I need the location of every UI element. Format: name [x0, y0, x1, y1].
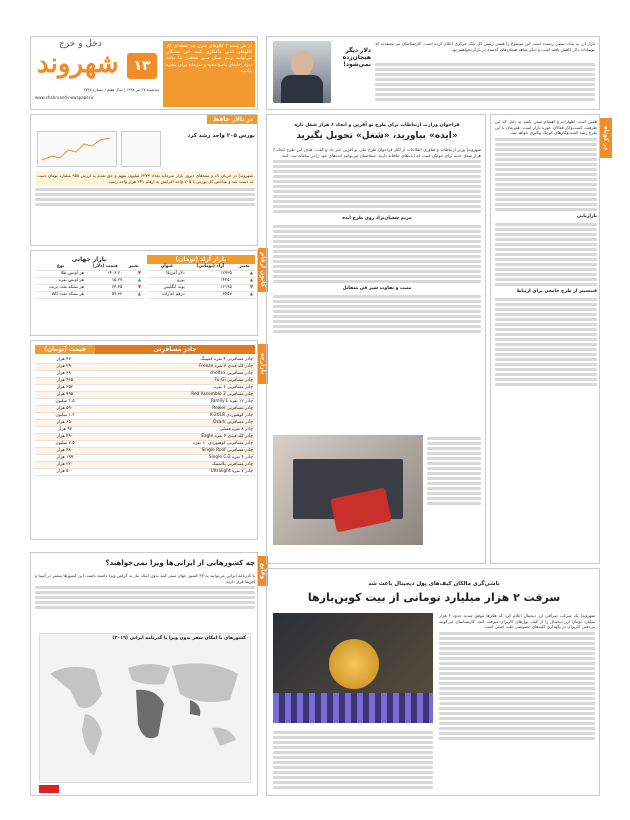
table-row: ۴۹۰ هزار چادر کله قندی ۴ نفره Eagle [35, 434, 255, 441]
bitcoin-kicker: ناشی‌گری مالکان کیف‌های پول دیجیتال باعث شد [368, 581, 500, 587]
free-market [147, 255, 255, 299]
map-title: کشورهای با امکان سفر بدون ویزا با گذرنامه ایرانی (۲۰۱۹) [112, 636, 246, 641]
page-number: ۱۳ [127, 53, 157, 79]
stock-label: در تالار حافظ [207, 115, 257, 124]
price-head: قیمت (تومان) [35, 345, 95, 354]
visa-headline[interactable]: چه کشورهایی از ایرانی‌ها ویزا نمی‌خواهند؟ [105, 559, 255, 567]
main-section-tab: در کوتاه [600, 118, 612, 158]
table-row: دلار آمریکا ۱۲۷۳۵ ▲ [147, 271, 255, 278]
table-row: ۲.۵ میلیون چادر مسافرتی کوهنوردی ۱۰ نفره [35, 441, 255, 448]
visa-box [30, 552, 258, 796]
table-row: ۵۰۰ هزار چادر ۷ نفره Ultralight [35, 469, 255, 476]
stock-title[interactable]: بورس ۲۰۵ واحد رشد کرد [187, 133, 255, 139]
masthead [30, 36, 258, 110]
top-story-body: بازار ارز به ثبات نسبی رسیده است این موضوع را همتی رئیس کل بانک مرکزی اعلام کرده است. کارشناسان نیز معتقدند که نوسانات دلار کاهش یافته است و دیگر شاهد هیجان‌های گذشته در بازار نخواهیم بود. [375, 41, 595, 52]
main-body: شهروند| وزیر ارتباطات و فناوری اطلاعات از آغاز فراخوان طرح ملی تو آفرین خبر داد و گفت: هدف این طرح ایجاد ۶ هزار شغل جدید برای جوانان است که ایده‌های خلاقانه دارند. متقاضیان می‌توانند ایده‌های خود را در سامانه ثبت کنند. [273, 147, 481, 158]
stock-chart2 [121, 131, 161, 167]
table-row: یورو ۱۴۲۵۰ ▲ [147, 278, 255, 285]
table-row: ۹۹۵ هزار چادر مسافرتی Red Assemble 3 [35, 392, 255, 399]
markets-box [30, 250, 258, 336]
free-market-table: عنوان آزاد (تومانی) تغییر دلار آمریکا ۱۲۷۳۵ ▲ یورو ۱۴۲۵۰ ▲ پوند انگلیس ۱۶۱۹۵ ▼ درهم امارات ۳۴۵۷ ▲ [147, 264, 255, 299]
table-row: هر اونس طلا ۱۴۰۶.۲۰ ▼ [35, 271, 143, 278]
stock-chart [37, 131, 117, 167]
table-row: هر اونس نقره ۱۵.۲۷ ▲ [35, 278, 143, 285]
table-row: ۵۹۰ هزار چادر مسافرتی Rewer [35, 406, 255, 413]
right-body: همین است اظهارات و اهتمام سعی باشد به دلیل که این ظرفیت کسب‌وکار فعالان حوزه بازار است. همزمان با این طرح رشد کسب‌وکارهای کوچک پیگیری خواهد شد. [495, 119, 597, 136]
table-row: ۶۵۰ هزار چادر مسافرتی Ozark [35, 420, 255, 427]
global-market-title: بازار جهانی [35, 255, 143, 264]
table-row: پوند انگلیس ۱۶۱۹۵ ▼ [147, 285, 255, 292]
table-row: هر بشکه نفت wti ۵۷.۶۲ ▲ [35, 292, 143, 299]
card-photo [273, 435, 423, 545]
stock-box [30, 114, 258, 246]
prices-box [30, 340, 258, 540]
global-market [35, 255, 143, 299]
main-kicker: فراخوان وزارت ارتباطات برای طرح تو آفرین و ایجاد ۶ هزار شغل تازه [294, 123, 460, 128]
masthead-logo: شهروند [37, 49, 119, 79]
source-logo [39, 785, 59, 793]
table-row: ۲۹۰ هزار چادر کله قندی ۳ نفره Freeze [35, 364, 255, 371]
visa-map [39, 633, 251, 783]
visa-tab: وقایع [258, 556, 268, 586]
visa-body: با کذرنامه ایرانی می‌توانید به ۳۷ کشور جهان سفر کنید بدون اینکه نیاز به گرفتن ویزا داشته باشید. این کشورها بیشتر در آسیا و آفریقا قرار دارند. [35, 573, 255, 584]
table-row: ۱.۵ میلیون چادر ۱۲ نفره Family L [35, 399, 255, 406]
masthead-top-word: دخل و خرج [59, 39, 102, 49]
table-row: ۴۶۵ هزار چادر مسافرتی Fu-Gi [35, 378, 255, 385]
table-row: ۱.۲ میلیون چادر کوهنوردی K-2018 [35, 413, 255, 420]
prices-title: جادر مسافرتی [95, 345, 255, 354]
table-row: ۱۹۹ هزار چادر ۴ نفره Single C-2 [35, 455, 255, 462]
main-sub1: مریم شعبان‌نژاد روی طرح ایده [342, 216, 412, 222]
table-row: ۲۵۲ هزار چادر مسافرتی ۶ نفره [35, 385, 255, 392]
main-sub2: مثبت و تفاوت شیر فی متقابل [342, 286, 412, 292]
table-row: ۹۷ هزار چادر ۸ نفره فمیلی [35, 427, 255, 434]
global-market-table: نوع قیمت (دلار) تغییر هر اونس طلا ۱۴۰۶.۲۰ ▼ هر اونس نقره ۱۵.۲۷ ▲ هر بشکه نفت برنت ۶۴.۳۵ ▼ هر بشکه نفت wti ۵۷.۶۲ ▲ [35, 264, 143, 299]
masthead-date: پنجشنبه ۲۷ تیر ۱۳۹۸ | سال هفتم | شماره ۱۷۴۸ [83, 87, 159, 92]
teaser-box[interactable] [163, 41, 255, 107]
price-table [35, 357, 255, 476]
table-row: ۳۸۰ هزار چادر مسافرتی sheltex [35, 371, 255, 378]
right-heading1: بازاریابی [576, 213, 597, 219]
table-row: ۲۲۰ هزار چادر مسافرتی پلاستیک [35, 462, 255, 469]
bitcoin-body: شهروند| یک شرکت صرافی ارز دیجیتال اعلام کرد که هکرها موفق شدند حدود ۲ هزار میلیارد تومان ارز دیجیتال را از کیف پول‌های کاربران سرقت کنند. کارشناسان می‌گویند بی‌دقتی کاربران در نگهداری کلیدهای خصوصی علت اصلی است. [439, 613, 595, 630]
main-headline[interactable]: «ایده» بیاورید، «شغل» تحویل بگیرید [296, 131, 458, 141]
bitcoin-story [266, 568, 600, 796]
main-story [266, 114, 486, 564]
right-column [490, 114, 600, 564]
stock-body-box [35, 171, 255, 241]
free-market-title: بازار آزاد (تومان) [147, 255, 255, 264]
prices-tab: بازارچه [258, 344, 268, 384]
table-row: درهم امارات ۳۴۵۷ ▲ [147, 292, 255, 299]
table-row: ۴۸۰ هزار چادر مسافرتی Single Roof [35, 448, 255, 455]
top-story [266, 36, 600, 110]
table-row: هر بشکه نفت برنت ۶۴.۳۵ ▼ [35, 285, 143, 292]
markets-tab: کانون ارقام [258, 248, 268, 292]
top-story-headline[interactable]: دلار دیگر هیجان‌زده نمی‌شود! [342, 47, 371, 68]
portrait-photo [273, 41, 331, 103]
masthead-site: www.shahrvand-newspaper.ir [35, 95, 94, 100]
teaser-text: در هر بسته ۲ کالوهای منزل چه نقطه‌ای کار کالوهای اتنین داغکاری کنید، این بستگان می‌توانید زنیم سبک سیر مجلس بنا نکنند دیوار خانه‌ای پاسخ دهید و سرمایه برای پنچره بیاسید [166, 44, 252, 74]
stock-body: شهروند| در جریان داد و ستدهای دیروز بازار سرمایه تعداد ۶۲۷۳ میلیون سهم و حق تقدم به ارزش ۹۵۸ میلیارد تومان دست به دست شد و شاخص کل بورس با ۲۰۵ واحد افزایش به ارقام ۲۴۱ هزار واحد رسید. [35, 171, 255, 186]
bitcoin-photo [273, 613, 433, 723]
right-heading2: فینسیتر از طرح جامعی برای ارتباط [516, 288, 597, 294]
world-map [40, 644, 250, 764]
table-row: ۴۳۰ هزار چادر مسافرتی ۴ نفره کمپینگ [35, 357, 255, 364]
bitcoin-headline[interactable]: سرقت ۲ هزار میلیارد تومانی از بیت کوین‌بازها [307, 591, 561, 604]
